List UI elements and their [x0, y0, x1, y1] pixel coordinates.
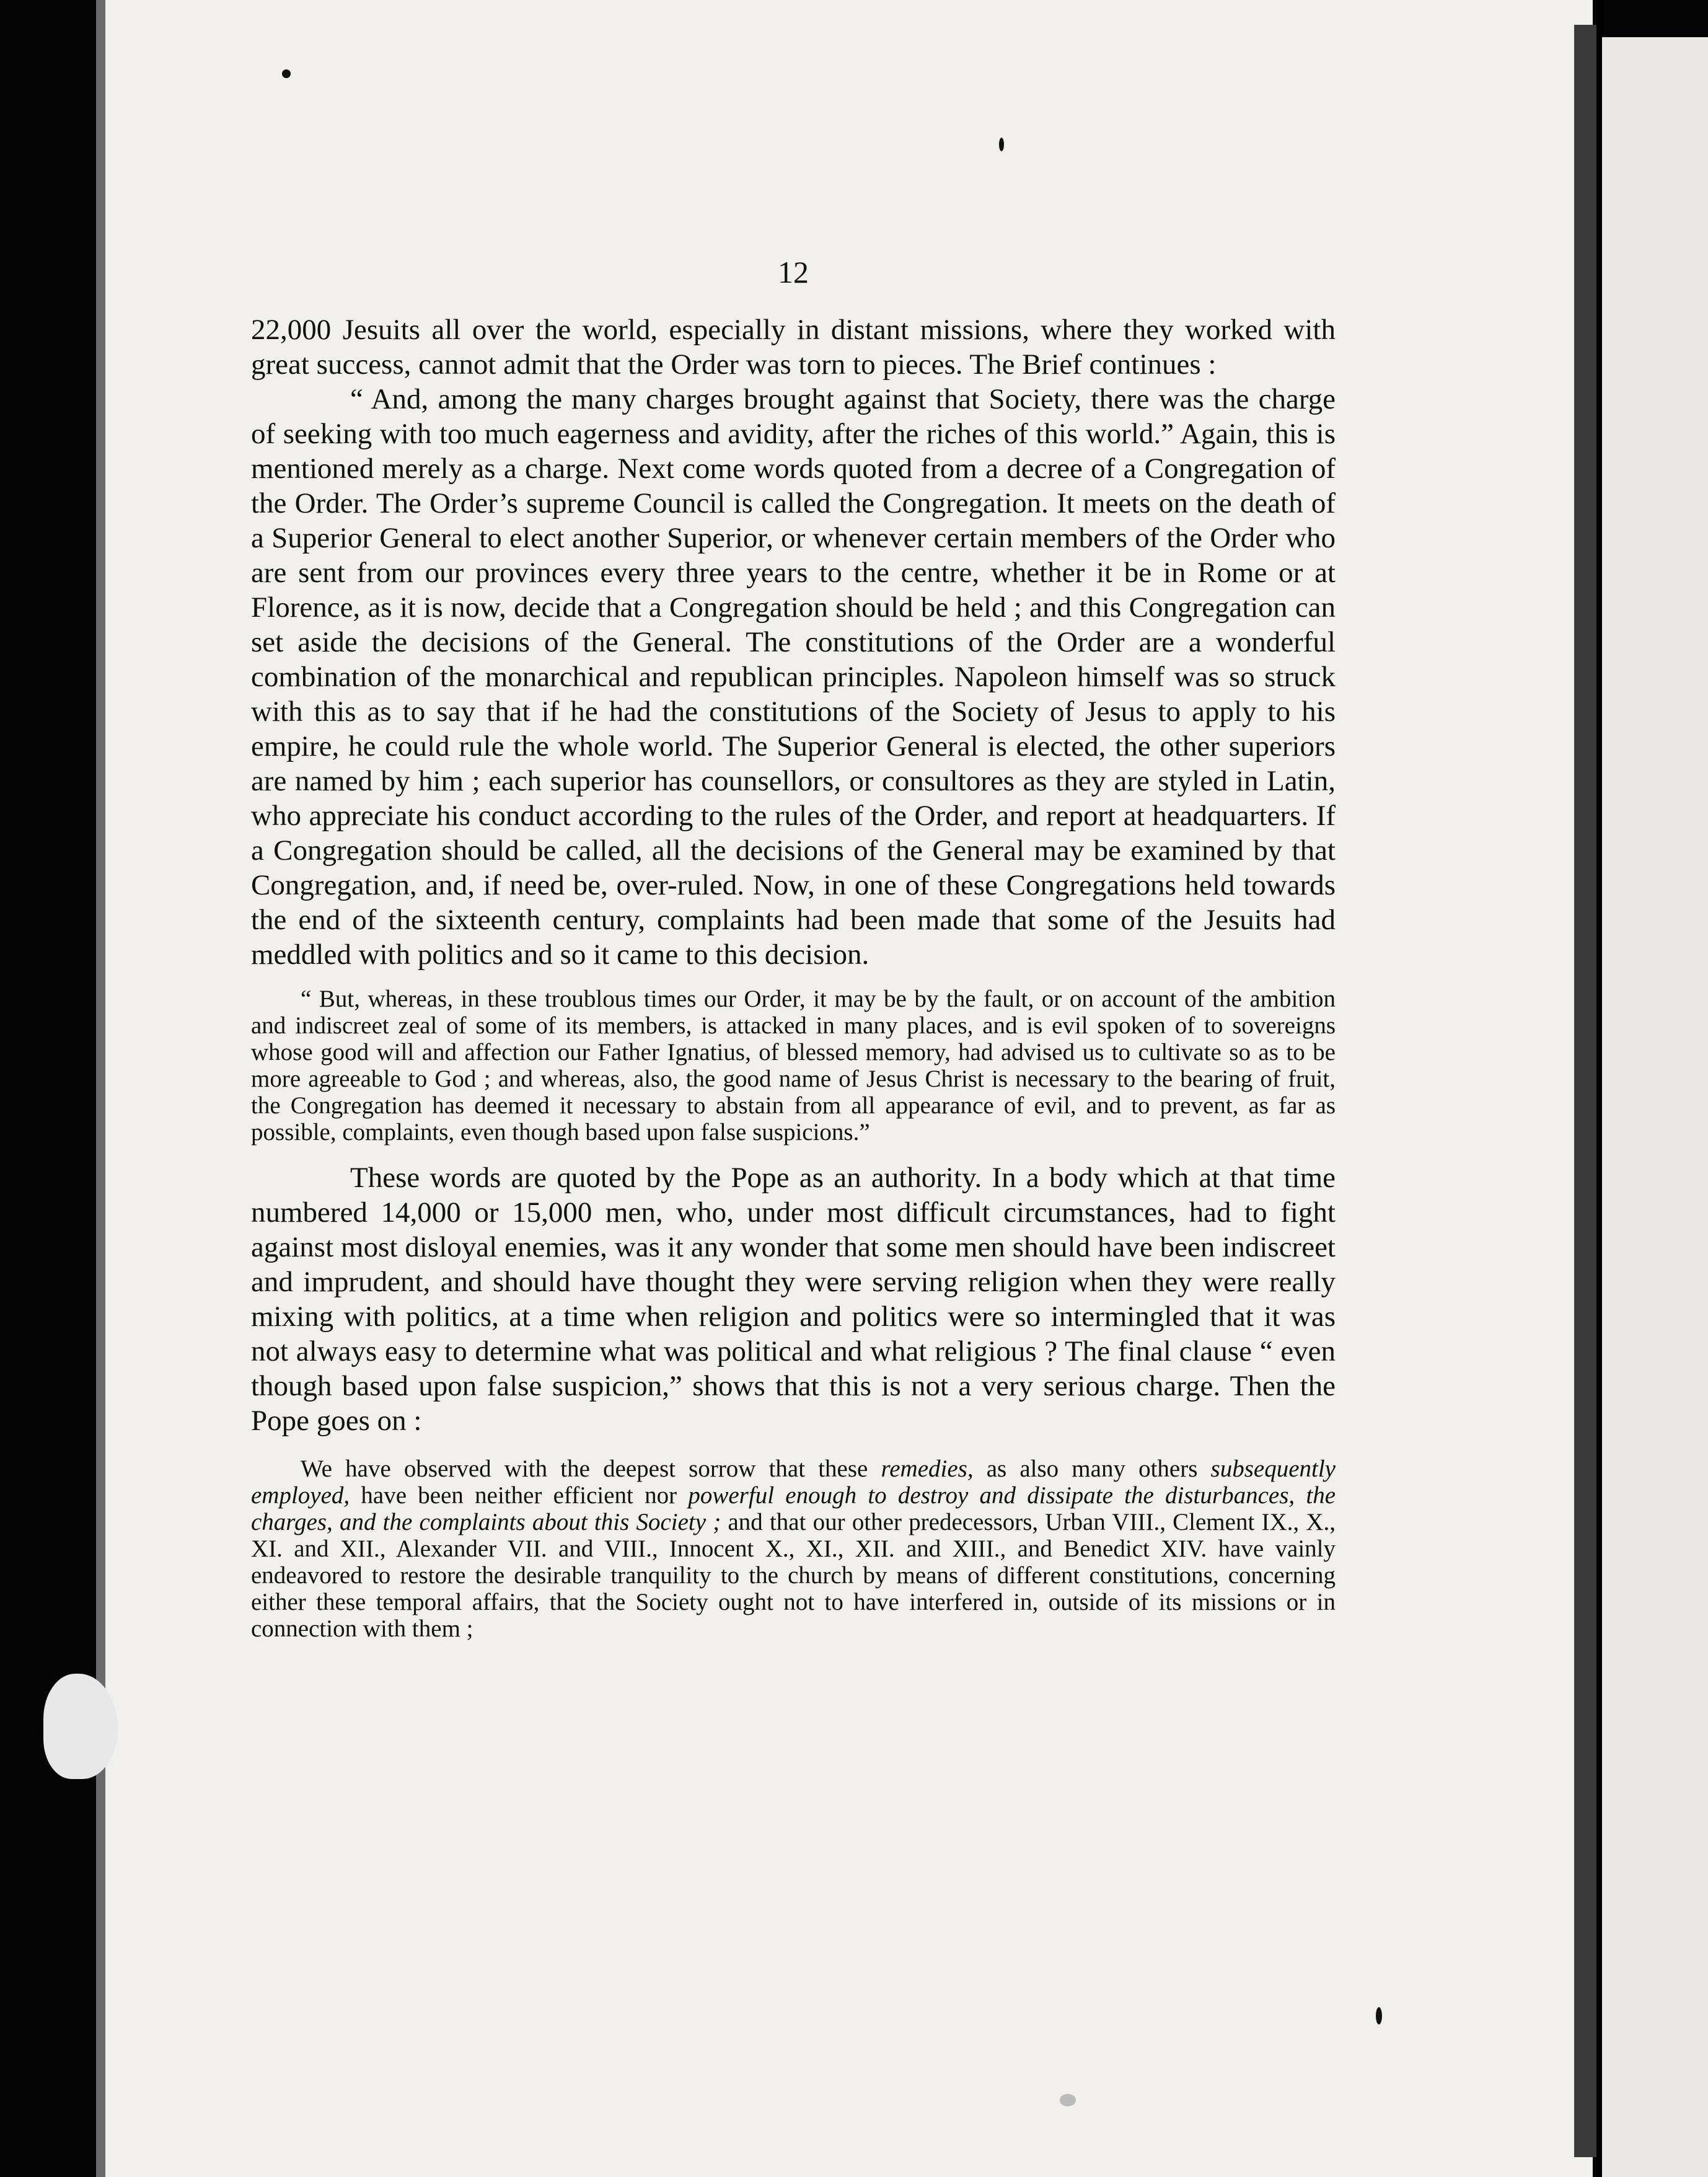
- quote-italic-segment: remedies,: [881, 1455, 974, 1482]
- page-content: [251, 254, 1336, 1657]
- page-number: 12: [778, 255, 809, 289]
- quote-text-segment: have been neither efficient nor: [350, 1482, 689, 1509]
- quote-text-segment: and that our other predecessors, Urban VIII., Clement IX., X., XI. and XII., Alexander VII. and VIII., Innocent X., XI., XII. and XIII., and Benedict XIV. have vainly endeavored to restore the desirable tranquility to the church by means of different constitutions, concerning either these temporal affairs, that the Society ought not to have interfered in, outside of its missions or in connection with them ;: [251, 1509, 1336, 1642]
- adjacent-page-edge: [1602, 37, 1708, 2177]
- block-quote-1: “ But, whereas, in these troublous times our Order, it may be by the fault, or on account of the ambition and indiscreet zeal of some of its members, is attacked in many places, and is evil spoken of to sovereigns whose good will and affection our Father Ignatius, of blessed memory, had advised us to cultivate so as to be more agreeable to God ; and whereas, also, the good name of Jesus Christ is necessary to the bearing of fruit, the Congregation has deemed it necessary to abstain from all appearance of evil, and to prevent, as far as possible, complaints, even though based upon false suspicions.”: [251, 986, 1336, 1146]
- quote-italic-segment: subsequently employed,: [251, 1455, 1336, 1509]
- ink-speck: [282, 69, 291, 78]
- quote-italic-segment: powerful enough to destroy and dissipate the disturbances, the charges, and the complaints about this Society ;: [251, 1482, 1336, 1535]
- block-quote-2: [251, 1455, 1336, 1642]
- ink-speck: [999, 138, 1004, 151]
- paragraph-2: “ And, among the many charges brought against that Society, there was the charge of seeking with too much eagerness and avidity, after the riches of this world.” Again, this is mentioned merely as a charge. Next come words quoted from a decree of a Congregation of the Order. The Order’s supreme Council is called the Congregation. It meets on the death of a Superior General to elect another Superior, or whenever certain members of the Order who are sent from our provinces every three years to the centre, whether it be in Rome or at Florence, as it is now, decide that a Congregation should be held ; and this Congregation can set aside the decisions of the General. The constitutions of the Order are a wonderful combination of the monarchical and republican principles. Napoleon himself was so struck with this as to say that if he had the constitutions of the Society of Jesus to apply to his empire, he could rule the whole world. The Superior General is elected, the other superiors are named by him ; each superior has counsellors, or consultores as they are styled in Latin, who appreciate his conduct according to the rules of the Order, and report at headquarters. If a Congregation should be called, all the decisions of the General may be examined by that Congregation, and, if need be, over-ruled. Now, in one of these Congregations held towards the end of the sixteenth century, complaints had been made that some of the Jesuits had meddled with politics and so it came to this decision.: [251, 383, 1336, 971]
- paragraph-1: 22,000 Jesuits all over the world, especially in distant missions, where they worked with great success, cannot admit that the Order was torn to pieces. The Brief continues :: [251, 314, 1336, 381]
- quote-text-segment: We have observed with the deepest sorrow that these: [301, 1455, 881, 1482]
- page-right-shadow: [1574, 25, 1596, 2157]
- quote-text-segment: as also many others: [973, 1455, 1211, 1482]
- ink-speck: [1060, 2094, 1076, 2106]
- paragraph-3: These words are quoted by the Pope as an authority. In a body which at that time numbered 14,000 or 15,000 men, who, under most difficult circumstances, had to fight against most disloyal enemies, was it any wonder that some men should have been indiscreet and imprudent, and should have thought they were serving religion when they were really mixing with politics, at a time when religion and politics were so intermingled that it was not always easy to determine what was political and what religious ? The final clause “ even though based upon false suspicion,” shows that this is not a very serious charge. Then the Pope goes on :: [251, 1162, 1336, 1437]
- ink-speck: [1376, 2007, 1382, 2025]
